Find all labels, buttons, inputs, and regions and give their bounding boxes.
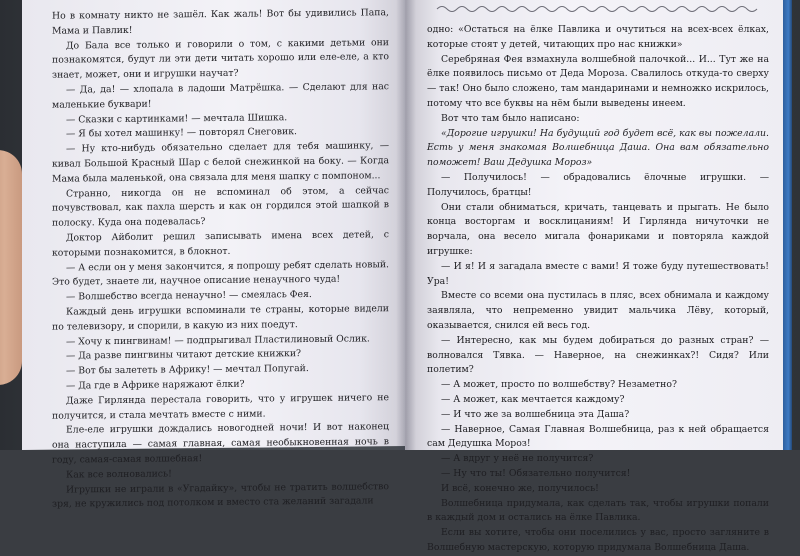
thumb <box>0 150 22 385</box>
paragraph: Но в комнату никто не зашёл. Как жаль! Вот бы удивились Папа, Мама и Павлик! <box>52 7 389 37</box>
right-page <box>405 0 783 553</box>
paragraph: Еле-еле игрушки дождались новогодней ночи! И вот наконец она наступила — самая главная, самая необыкновенная ночь в году, самая-самая волшебная! <box>52 421 389 466</box>
wavy-ornament-divider <box>437 4 757 14</box>
left-page-text <box>52 6 389 513</box>
paragraph: До Бала все только и говорили о том, с какими детьми они познакомятся, будут ли эти дети читать хорошо или еле-еле, а кто знает, может, они и игрушки научат? <box>52 36 389 81</box>
paragraph: И всё, конечно же, получилось! <box>441 482 599 494</box>
paragraph: — А может, как мечтается каждому? <box>441 393 625 405</box>
paragraph: Каждый день игрушки вспоминали те страны, которые видели по телевизору, и спорили, в какую из них поедут. <box>52 303 389 333</box>
paragraph: — Да где в Африке наряжают ёлки? <box>66 378 245 392</box>
paragraph: Странно, никогда он не вспоминал об этом, а сейчас почувствовал, как пахла шерсть и как он гордился этой шапкой в полоску. Куда она подевалась? <box>52 184 389 229</box>
paragraph: — Ну кто-нибудь обязательно сделает для тебя машинку, — кивал Большой Красный Шар с белой снежинкой на боку. — Когда Мама была маленькой, она связала для меня шапку с помпоном... <box>52 140 389 185</box>
paragraph: Они стали обниматься, кричать, танцевать и прыгать. Не было конца восторгам и восклицаниям! И Гирлянда ничуточки не ворчала, она весело мигала фонариками и повторяла каждой игрушке: <box>427 201 769 257</box>
left-page <box>22 0 405 510</box>
paragraph: Доктор Айболит решил записывать имена всех детей, с которыми познакомится, в блокнот. <box>52 229 389 259</box>
paragraph: — Я бы хотел машинку! — повторял Снеговик. <box>66 126 297 140</box>
paragraph: Даже Гирлянда перестала говорить, что у игрушек ничего не получится, и стала мечтать вместе с ними. <box>52 391 389 422</box>
paragraph: — И я! И я загадала вместе с вами! Я тоже буду путешествовать! Ура! <box>427 260 769 287</box>
right-page-text <box>427 23 769 556</box>
paragraph: Серебряная Фея взмахнула волшебной палочкой... И... Тут же на ёлке появилось письмо от Деда Мороза. Свалилось откуда-то сверху — так! Оно было сложено, там мандаринами и немножко искрилось, потому что все буквы на нём были выведены инеем. <box>427 53 769 109</box>
paragraph: Игрушки не играли в «Угадайку», чтобы не тратить волшебство зря, не кружились под потолком и вместо ста желаний загадали <box>52 480 389 510</box>
letter-text: «Дорогие игрушки! На будущий год будет всё, как вы пожелали. Есть у меня знакомая Волшебница Даша. Она вам обязательно поможет! Ваш Дедушка Мороз» <box>427 127 769 169</box>
paragraph: Как все волновались! <box>66 468 172 481</box>
paragraph: Волшебница придумала, как сделать так, чтобы игрушки попали в каждый дом и остались на ёлке Павлика. <box>427 497 769 524</box>
paragraph: — Да, да! — хлопала в ладоши Матрёшка. — Сделают для нас маленькие буквари! <box>52 81 389 111</box>
paragraph: — Вот бы залететь в Африку! — мечтал Попугай. <box>66 363 309 377</box>
paragraph: — Сказки с картинками! — мечтала Шишка. <box>66 111 288 126</box>
paragraph: — Волшебство всегда ненаучно! — смеялась Фея. <box>66 289 312 303</box>
paragraph: — И что же за волшебница эта Даша? <box>441 408 630 420</box>
paragraph: — Да разве пингвины читают детские книжки? <box>66 348 302 362</box>
paragraph: — Интересно, как мы будем добираться до разных стран? — волновался Тявка. — Наверное, на снежинках?! Сидя? Или полетим? <box>427 334 769 376</box>
paragraph: — Хочу к пингвинам! — подпрыгивал Пластилиновый Ослик. <box>66 332 370 348</box>
paragraph: — А вдруг у неё не получится? <box>441 453 594 465</box>
blue-book-cover-edge <box>783 0 792 450</box>
paragraph: — Наверное, Самая Главная Волшебница, раз к ней обращается сам Дедушка Мороз! <box>427 423 769 450</box>
paragraph: Если вы хотите, чтобы они поселились у вас, просто загляните в Волшебную мастерскую, которую придумала Волшебница Даша. <box>427 527 769 553</box>
paragraph: Вот что там было написано: <box>441 112 580 124</box>
paragraph: — Ну что ты! Обязательно получится! <box>441 467 631 479</box>
letter-paragraph <box>427 127 769 171</box>
paragraph: — Получилось! — обрадовались ёлочные игрушки. — Получилось, братцы! <box>427 171 769 198</box>
book-spine-shadow <box>396 0 416 450</box>
paragraph: одно: «Остаться на ёлке Павлика и очутиться на всех-всех ёлках, которые стоят у детей, читающих про нас книжки» <box>427 24 769 50</box>
paragraph: — А может, просто по волшебству? Незаметно? <box>441 379 677 391</box>
paragraph: Вместе со всеми она пустилась в пляс, всех обнимала и каждому заявляла, что непременно увидит мальчика Лёву, который, оказывается, снился ей весь год. <box>427 290 769 331</box>
paragraph: — А если он у меня закончится, я попрошу ребят сделать новый. Это будет, знаете ли, научное описание ненаучного чуда! <box>52 258 389 289</box>
